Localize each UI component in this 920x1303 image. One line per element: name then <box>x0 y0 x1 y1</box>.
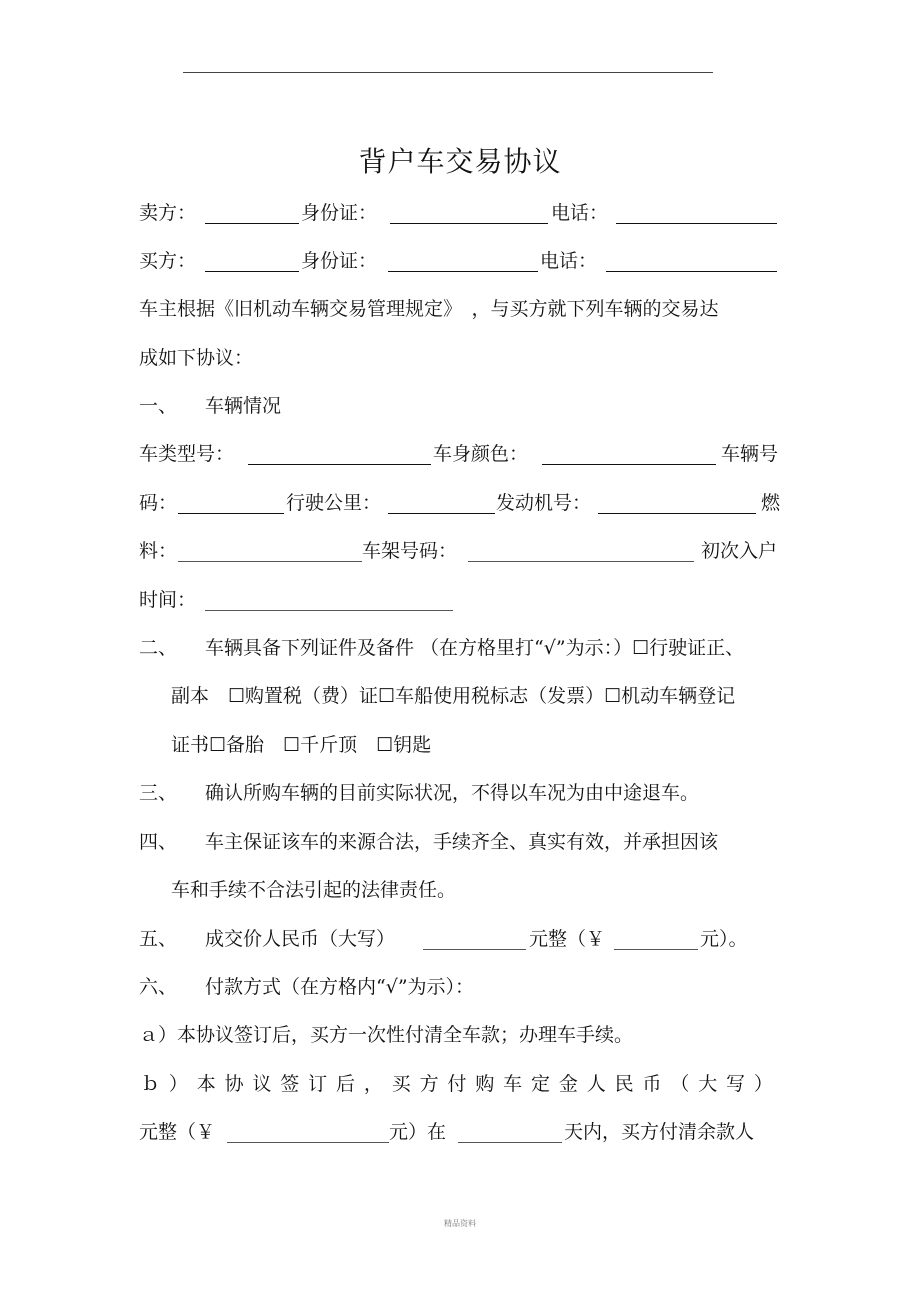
vehicle-plate-label-b: 码： <box>139 492 178 514</box>
days-blank[interactable] <box>458 1142 562 1143</box>
page-title: 背户车交易协议 <box>358 145 562 178</box>
section-4-line-2: 车和手续不合法引起的法律责任。 <box>171 879 457 901</box>
vehicle-plate-label-a: 车辆号 <box>721 443 779 465</box>
opt-b-char: 币 <box>642 1073 662 1095</box>
vehicle-vin-label: 车架号码： <box>362 540 458 562</box>
buyer-id-label: 身份证： <box>301 250 378 272</box>
section-2-line-3: 证书☐备胎 ☐千斤顶 ☐钥匙 <box>171 734 432 756</box>
footer-watermark: 精品资料 <box>444 1219 476 1228</box>
opt-b-char: 协 <box>224 1073 244 1095</box>
vehicle-model-blank[interactable] <box>248 464 431 465</box>
opt-b-char: ｂ <box>141 1073 161 1095</box>
section-2-line-1: 车辆具备下列证件及备件 （在方格里打“√”为示：）☐行驶证正、 <box>205 637 745 659</box>
section-5-text-c: 元）。 <box>700 928 748 950</box>
opt-b-char: 购 <box>475 1073 495 1095</box>
section-3-text: 确认所购车辆的目前实际状况，不得以车况为由中途退车。 <box>205 782 700 804</box>
opt-b-char: ， <box>363 1073 383 1095</box>
price-words-blank[interactable] <box>423 949 526 950</box>
section-5-number: 五、 <box>139 928 178 950</box>
opt-b-char: ） <box>168 1073 188 1095</box>
section-1-number: 一、 <box>139 395 178 417</box>
opt-b-char: 方 <box>419 1073 439 1095</box>
seller-id-blank[interactable] <box>390 223 548 224</box>
opt-b-char: 本 <box>196 1073 216 1095</box>
vehicle-first-reg-label-b: 时间： <box>139 589 197 611</box>
intro-line-2: 成如下协议： <box>139 347 254 369</box>
opt-b-char: 议 <box>252 1073 272 1095</box>
opt-b-char: ） <box>753 1073 773 1095</box>
section-5-text-b: 元整（￥ <box>529 928 606 950</box>
opt-b-char: 人 <box>586 1073 606 1095</box>
opt-b-char: 定 <box>531 1073 551 1095</box>
opt-b-char: 金 <box>558 1073 578 1095</box>
buyer-label: 买方： <box>139 250 197 272</box>
vehicle-engine-blank[interactable] <box>598 513 756 514</box>
section-6-number: 六、 <box>139 976 178 998</box>
opt-b-char: 订 <box>308 1073 328 1095</box>
vehicle-mileage-label: 行驶公里： <box>286 492 382 514</box>
opt-b-char: 签 <box>280 1073 300 1095</box>
vehicle-first-reg-label-a: 初次入户 <box>701 540 778 562</box>
vehicle-color-label: 车身颜色： <box>433 443 529 465</box>
deposit-amount-blank[interactable] <box>227 1142 389 1143</box>
section-1-title: 车辆情况 <box>205 395 282 417</box>
price-number-blank[interactable] <box>614 949 698 950</box>
payment-option-b-line-1 <box>141 1075 773 1094</box>
intro-line-1: 车主根据《旧机动车辆交易管理规定》 ，与买方就下列车辆的交易达 <box>139 298 719 320</box>
opt-b-char: 车 <box>503 1073 523 1095</box>
section-2-line-2: 副本 ☐购置税（费）证☐车船使用税标志（发票）☐机动车辆登记 <box>171 685 736 707</box>
vehicle-first-reg-blank[interactable] <box>205 610 453 611</box>
seller-phone-label: 电话： <box>551 202 609 224</box>
opt-b-line-2-b: 元）在 <box>389 1121 447 1143</box>
seller-id-label: 身份证： <box>301 202 378 224</box>
header-rule <box>183 72 713 73</box>
vehicle-vin-blank[interactable] <box>468 561 694 562</box>
vehicle-fuel-blank[interactable] <box>178 561 362 562</box>
opt-b-char: （ <box>670 1073 690 1095</box>
opt-b-char: 写 <box>726 1073 746 1095</box>
opt-b-line-2-c: 天内，买方付清余款人 <box>564 1121 755 1143</box>
section-4-line-1: 车主保证该车的来源合法，手续齐全、真实有效，并承担因该 <box>205 831 719 853</box>
opt-b-char: 后 <box>336 1073 356 1095</box>
section-2-number: 二、 <box>139 637 178 659</box>
vehicle-plate-blank[interactable] <box>178 513 284 514</box>
vehicle-engine-label: 发动机号： <box>496 492 592 514</box>
section-4-number: 四、 <box>139 831 178 853</box>
buyer-name-blank[interactable] <box>205 271 299 272</box>
buyer-phone-label: 电话： <box>540 250 598 272</box>
payment-option-a: ａ）本协议签订后，买方一次性付清全车款；办理车手续。 <box>139 1024 634 1046</box>
vehicle-mileage-blank[interactable] <box>388 513 495 514</box>
section-6-text: 付款方式（在方格内“√”为示）： <box>205 976 475 998</box>
seller-name-blank[interactable] <box>205 223 299 224</box>
opt-b-char: 买 <box>391 1073 411 1095</box>
section-3-number: 三、 <box>139 782 178 804</box>
vehicle-fuel-label-a: 燃 <box>761 492 781 514</box>
vehicle-fuel-label-b: 料： <box>139 540 178 562</box>
vehicle-model-label: 车类型号： <box>139 443 235 465</box>
opt-b-char: 大 <box>698 1073 718 1095</box>
opt-b-line-2-a: 元整（￥ <box>139 1121 216 1143</box>
section-5-text-a: 成交价人民币（大写） <box>205 928 396 950</box>
seller-label: 卖方： <box>139 202 197 224</box>
buyer-phone-blank[interactable] <box>606 271 777 272</box>
buyer-id-blank[interactable] <box>388 271 538 272</box>
vehicle-color-blank[interactable] <box>542 464 716 465</box>
opt-b-char: 付 <box>447 1073 467 1095</box>
opt-b-char: 民 <box>614 1073 634 1095</box>
seller-phone-blank[interactable] <box>616 223 777 224</box>
